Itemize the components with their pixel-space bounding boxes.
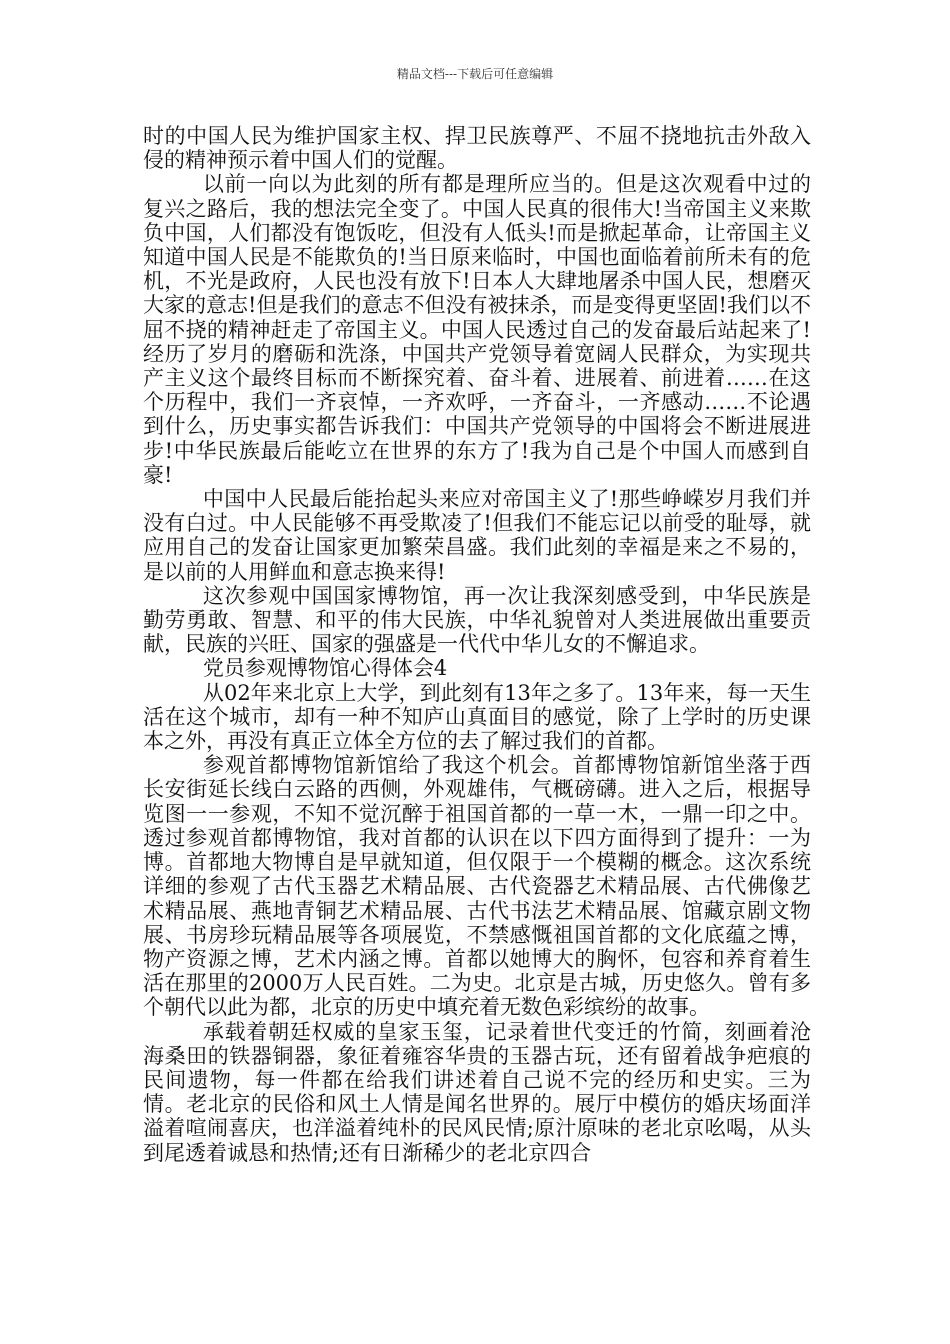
page-header: 精品文档---下载后可任意编辑 [396, 67, 554, 81]
document-body [143, 124, 811, 1165]
paragraph-1: 时的中国人民为维护国家主权、捍卫民族尊严、不屈不挠地抗击外敌入侵的精神预示着中国人们的觉醒。 [143, 124, 811, 173]
paragraph-2: 以前一向以为此刻的所有都是理所应当的。但是这次观看中过的复兴之路后，我的想法完全变了。中国人民真的很伟大!当帝国主义来欺负中国，人们都没有饱饭吃，但没有人低头!而是掀起革命，让帝国主义知道中国人民是不能欺负的!当日原来临时，中国也面临着前所未有的危机，不光是政府，人民也没有放下!日本人大肆地屠杀中国人民，想磨灭大家的意志!但是我们的意志不但没有被抹杀，而是变得更坚固!我们以不屈不挠的精神赶走了帝国主义。中国人民透过自己的发奋最后站起来了!经历了岁月的磨砺和洗涤，中国共产党领导着宽阔人民群众，为实现共产主义这个最终目标而不断探究着、奋斗着、进展着、前进着……在这个历程中，我们一齐哀悼，一齐欢呼，一齐奋斗，一齐感动……不论遇到什么，历史事实都告诉我们：中国共产党领导的中国将会不断进展进步!中华民族最后能屹立在世界的东方了!我为自己是个中国人而感到自豪! [143, 172, 811, 487]
paragraph-6: 参观首都博物馆新馆给了我这个机会。首都博物馆新馆坐落于西长安街延长线白云路的西侧，外观雄伟，气概磅礴。进入之后，根据导览图一一参观，不知不觉沉醉于祖国首都的一草一木，一鼎一印之中。透过参观首都博物馆，我对首都的认识在以下四方面得到了提升：一为博。首都地大物博自是早就知道，但仅限于一个模糊的概念。这次系统详细的参观了古代玉器艺术精品展、古代瓷器艺术精品展、古代佛像艺术精品展、燕地青铜艺术精品展、古代书法艺术精品展、馆藏京剧文物展、书房珍玩精品展等各项展览，不禁感慨祖国首都的文化底蕴之博，物产资源之博，艺术内涵之博。首都以她博大的胸怀，包容和养育着生活在那里的2000万人民百姓。二为史。北京是古城，历史悠久。曾有多个朝代以此为都，北京的历史中填充着无数色彩缤纷的故事。 [143, 753, 811, 1020]
paragraph-5: 从02年来北京上大学，到此刻有13年之多了。13年来，每一天生活在这个城市，却有一种不知庐山真面目的感觉，除了上学时的历史课本之外，再没有真正立体全方位的去了解过我们的首都。 [143, 680, 811, 754]
paragraph-7: 承载着朝廷权威的皇家玉玺，记录着世代变迁的竹简，刻画着沧海桑田的铁器铜器，象征着雍容华贵的玉器古玩，还有留着战争疤痕的民间遗物，每一件都在给我们讲述着自己说不完的经历和史实。三为情。老北京的民俗和风土人情是闻名世界的。展厅中模仿的婚庆场面洋溢着喧闹喜庆，也洋溢着纯朴的民风民情;原汁原味的老北京吆喝，从头到尾透着诚恳和热情;还有日渐稀少的老北京四合 [143, 1019, 811, 1165]
paragraph-4: 这次参观中国国家博物馆，再一次让我深刻感受到，中华民族是勤劳勇敢、智慧、和平的伟大民族，中华礼貌曾对人类进展做出重要贡献，民族的兴旺、国家的强盛是一代代中华儿女的不懈追求。 [143, 583, 811, 657]
section-heading: 党员参观博物馆心得体会4 [202, 656, 448, 681]
paragraph-3: 中国中人民最后能抬起头来应对帝国主义了!那些峥嵘岁月我们并没有白过。中人民能够不再受欺凌了!但我们不能忘记以前受的耻辱，就应用自己的发奋让国家更加繁荣昌盛。我们此刻的幸福是来之不易的，是以前的人用鲜血和意志换来得! [143, 487, 811, 584]
